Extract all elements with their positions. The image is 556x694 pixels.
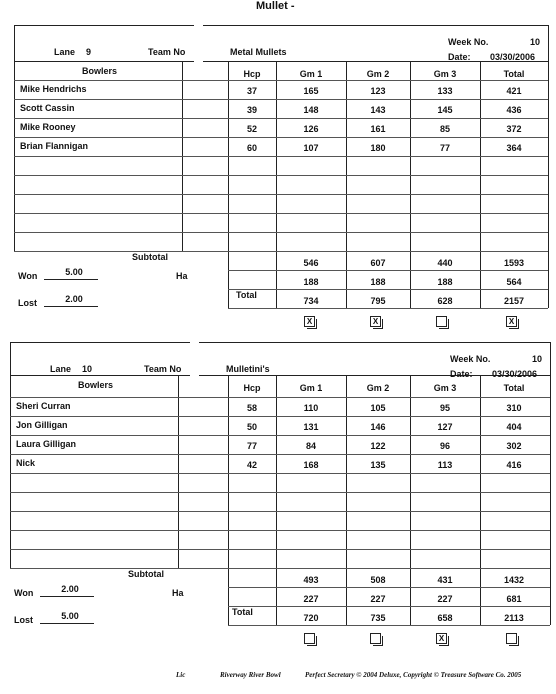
bowler-gm2: 146 <box>370 422 386 432</box>
row-line <box>10 416 550 417</box>
row-line <box>10 492 550 493</box>
bowler-hcp: 60 <box>246 143 257 153</box>
row-line <box>14 137 548 138</box>
totals-label: Total <box>236 290 257 300</box>
bowler-gm2: 143 <box>370 105 386 115</box>
bowler-name: Nick <box>16 458 36 468</box>
row-line <box>10 454 550 455</box>
subtotal-total: 1432 <box>503 575 525 585</box>
row-line <box>10 473 550 474</box>
handicap-label: Ha <box>176 271 188 281</box>
bowler-gm2: 180 <box>370 143 386 153</box>
bowler-name: Jon Gilligan <box>16 420 68 430</box>
scan-gap <box>190 338 199 629</box>
team-name: Mulletini's <box>226 364 270 374</box>
lost-underline <box>40 623 94 624</box>
gm2-header: Gm 2 <box>366 69 390 79</box>
gm3-header: Gm 3 <box>433 383 457 393</box>
footer-license: Lic <box>176 671 186 679</box>
row-line <box>10 511 550 512</box>
lost-value: 2.00 <box>65 294 83 304</box>
row-line <box>10 549 550 550</box>
summary-row-line <box>228 625 550 626</box>
subtotal-gm2: 508 <box>370 575 386 585</box>
bowlers-header: Bowlers <box>82 66 118 76</box>
handicap-gm2: 188 <box>370 277 386 287</box>
game-checkbox[interactable] <box>304 633 315 644</box>
week-number: 10 <box>532 354 543 364</box>
gm1-header: Gm 1 <box>299 69 323 79</box>
block-right-border <box>548 25 549 308</box>
bowler-name: Scott Cassin <box>20 103 75 113</box>
totals-gm2: 735 <box>370 613 386 623</box>
lost-label: Lost <box>18 298 37 308</box>
won-underline <box>44 279 98 280</box>
row-line <box>14 80 548 81</box>
won-value: 5.00 <box>65 267 83 277</box>
total-header: Total <box>503 69 525 79</box>
summary-row-line <box>228 289 548 290</box>
total-header: Total <box>503 383 525 393</box>
week-number: 10 <box>530 37 541 47</box>
totals-gm3: 658 <box>437 613 453 623</box>
date-value: 03/30/2006 <box>490 52 536 62</box>
gm1-header: Gm 1 <box>299 383 323 393</box>
bowler-total: 421 <box>506 86 522 96</box>
team-label: Team No <box>148 47 186 57</box>
row-line <box>14 251 548 252</box>
row-line <box>14 118 548 119</box>
summary-row-line <box>228 270 548 271</box>
row-line <box>10 530 550 531</box>
bowler-gm3: 85 <box>439 124 450 134</box>
bowler-total: 372 <box>506 124 522 134</box>
bowler-hcp: 50 <box>246 422 257 432</box>
lost-label: Lost <box>14 615 33 625</box>
block-top-border <box>10 342 550 343</box>
row-line <box>14 194 548 195</box>
handicap-gm3: 227 <box>437 594 453 604</box>
lane-label: Lane <box>50 364 72 374</box>
row-line <box>10 397 550 398</box>
bowler-name: Sheri Curran <box>16 401 71 411</box>
row-line <box>10 568 550 569</box>
bowler-hcp: 52 <box>246 124 257 134</box>
summary-row-line <box>228 308 548 309</box>
subtotal-label: Subtotal <box>128 569 164 579</box>
date-value: 03/30/2006 <box>492 369 538 379</box>
bowler-name: Mike Hendrichs <box>20 84 87 94</box>
totals-gm1: 734 <box>303 296 319 306</box>
bowler-gm1: 107 <box>303 143 319 153</box>
handicap-total: 681 <box>506 594 522 604</box>
row-line <box>10 435 550 436</box>
game-checkbox[interactable]: X <box>436 633 447 644</box>
row-line <box>14 156 548 157</box>
gm2-header: Gm 2 <box>366 383 390 393</box>
bowler-total: 416 <box>506 460 522 470</box>
block-top-border <box>14 25 548 26</box>
week-label: Week No. <box>448 37 489 47</box>
bowler-gm3: 95 <box>439 403 450 413</box>
lost-value: 5.00 <box>61 611 79 621</box>
game-checkbox[interactable] <box>506 633 517 644</box>
subtotal-gm1: 493 <box>303 575 319 585</box>
bowler-gm1: 131 <box>303 422 319 432</box>
totals-total: 2157 <box>503 296 525 306</box>
bowler-gm2: 105 <box>370 403 386 413</box>
bowler-gm1: 110 <box>303 403 319 413</box>
page-title: Mullet - <box>256 0 295 12</box>
bowler-gm1: 148 <box>303 105 319 115</box>
row-line <box>14 213 548 214</box>
footer-center: Riverway River Bowl <box>220 671 281 679</box>
bowler-gm2: 122 <box>370 441 386 451</box>
bowler-gm3: 127 <box>437 422 453 432</box>
bowler-gm3: 77 <box>439 143 450 153</box>
handicap-gm2: 227 <box>370 594 386 604</box>
bowler-gm3: 133 <box>437 86 453 96</box>
totals-label: Total <box>232 607 253 617</box>
block-left-border <box>14 25 15 251</box>
team-name: Metal Mullets <box>230 47 287 57</box>
bowler-gm2: 135 <box>370 460 386 470</box>
bowler-gm1: 84 <box>305 441 316 451</box>
summary-row-line <box>228 587 550 588</box>
hcp-header: Hcp <box>243 69 261 79</box>
hcp-header: Hcp <box>243 383 261 393</box>
game-checkbox[interactable]: X <box>506 316 517 327</box>
bowler-gm3: 145 <box>437 105 453 115</box>
bowler-total: 310 <box>506 403 522 413</box>
game-checkbox[interactable] <box>436 316 447 327</box>
lane-number: 9 <box>86 47 92 57</box>
bowler-hcp: 42 <box>246 460 257 470</box>
handicap-total: 564 <box>506 277 522 287</box>
bowler-hcp: 37 <box>246 86 257 96</box>
scan-gap <box>194 21 203 312</box>
subtotal-gm2: 607 <box>370 258 386 268</box>
gm3-header: Gm 3 <box>433 69 457 79</box>
won-label: Won <box>18 271 38 281</box>
won-underline <box>40 596 94 597</box>
block-right-border <box>550 342 551 625</box>
handicap-gm1: 227 <box>303 594 319 604</box>
totals-gm2: 795 <box>370 296 386 306</box>
subtotal-total: 1593 <box>503 258 525 268</box>
lost-underline <box>44 306 98 307</box>
handicap-gm3: 188 <box>437 277 453 287</box>
game-checkbox[interactable] <box>370 633 381 644</box>
footer-copyright: Perfect Secretary © 2004 Deluxe, Copyright © Treasure Software Co. 2005 <box>305 671 522 679</box>
week-label: Week No. <box>450 354 491 364</box>
bowler-gm3: 113 <box>437 460 453 470</box>
bowler-total: 364 <box>506 143 522 153</box>
bowler-gm1: 168 <box>303 460 319 470</box>
summary-row-line <box>228 606 550 607</box>
date-label: Date: <box>450 369 473 379</box>
bowlers-header: Bowlers <box>78 380 114 390</box>
bowler-total: 436 <box>506 105 522 115</box>
won-value: 2.00 <box>61 584 79 594</box>
bowler-hcp: 39 <box>246 105 257 115</box>
subtotal-gm3: 431 <box>437 575 453 585</box>
handicap-gm1: 188 <box>303 277 319 287</box>
totals-gm1: 720 <box>303 613 319 623</box>
bowler-hcp: 58 <box>246 403 257 413</box>
bowler-gm2: 161 <box>370 124 386 134</box>
row-line <box>14 175 548 176</box>
name-column-divider <box>178 375 179 568</box>
handicap-label: Ha <box>172 588 184 598</box>
bowler-name: Laura Gilligan <box>16 439 77 449</box>
row-line <box>14 99 548 100</box>
game-checkbox[interactable]: X <box>304 316 315 327</box>
bowler-hcp: 77 <box>246 441 257 451</box>
game-checkbox[interactable]: X <box>370 316 381 327</box>
bowler-gm3: 96 <box>439 441 450 451</box>
won-label: Won <box>14 588 34 598</box>
bowler-gm1: 165 <box>303 86 319 96</box>
bowler-total: 404 <box>506 422 522 432</box>
totals-total: 2113 <box>504 613 524 623</box>
subtotal-label: Subtotal <box>132 252 168 262</box>
team-label: Team No <box>144 364 182 374</box>
lane-label: Lane <box>54 47 76 57</box>
row-line <box>14 232 548 233</box>
bowler-name: Mike Rooney <box>20 122 76 132</box>
lane-number: 10 <box>82 364 93 374</box>
bowler-name: Brian Flannigan <box>20 141 89 151</box>
bowler-total: 302 <box>506 441 522 451</box>
bowler-gm2: 123 <box>370 86 386 96</box>
totals-gm3: 628 <box>437 296 453 306</box>
subtotal-gm1: 546 <box>303 258 319 268</box>
date-label: Date: <box>448 52 471 62</box>
subtotal-gm3: 440 <box>437 258 453 268</box>
bowler-gm1: 126 <box>303 124 319 134</box>
